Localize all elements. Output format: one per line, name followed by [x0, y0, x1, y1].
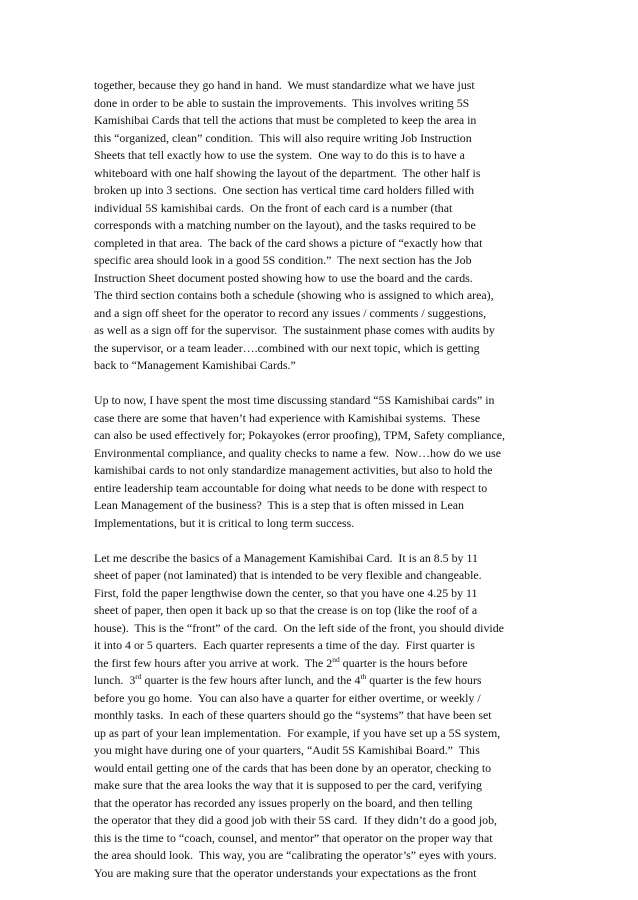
text-line: You are making sure that the operator understands your expectations as the front: [94, 865, 477, 880]
text-line: together, because they go hand in hand. We must standardize what we have just: [94, 78, 475, 92]
text-line: Kamishibai Cards that tell the actions that must be completed to keep the area in: [94, 113, 477, 127]
text-line: case there are some that haven’t had experience with Kamishibai systems. These: [94, 410, 481, 425]
text-line: Sheets that tell exactly how to use the system. One way to do this is to have a: [94, 148, 465, 162]
text-line: this “organized, clean” condition. This will also require writing Job Instruction: [94, 130, 472, 145]
text-line: sheet of paper (not laminated) that is intended to be very flexible and changeable.: [94, 568, 482, 582]
text-line: corresponds with a matching number on the layout), and the tasks required to be: [94, 218, 476, 232]
text-line: Let me describe the basics of a Management Kamishibai Card. It is an 8.5 by 11: [94, 550, 478, 565]
paragraph-3: [94, 550, 554, 883]
text-line: make sure that the area looks the way that it is supposed to per the card, verifying: [94, 778, 482, 792]
text-line: and a sign off sheet for the operator to record any issues / comments / suggestions,: [94, 305, 487, 320]
text-line: before you go home. You can also have a quarter for either overtime, or weekly /: [94, 690, 481, 705]
text-line: lunch. 3rd quarter is the few hours after lunch, and the 4th quarter is the few hours: [94, 672, 482, 687]
text-line: that the operator has recorded any issues properly on the board, and then telling: [94, 795, 473, 810]
text-line: Instruction Sheet document posted showing how to use the board and the cards.: [94, 270, 473, 285]
text-line: it into 4 or 5 quarters. Each quarter represents a time of the day. First quarter is: [94, 638, 475, 652]
text-line: you might have during one of your quarters, “Audit 5S Kamishibai Board.” This: [94, 743, 480, 757]
text-line: the supervisor, or a team leader….combined with our next topic, which is getting: [94, 340, 480, 355]
text-line: individual 5S kamishibai cards. On the front of each card is a number (that: [94, 200, 453, 215]
text-line: the operator that they did a good job with their 5S card. If they didn’t do a good job,: [94, 813, 497, 827]
text-line: this is the time to “coach, counsel, and mentor” that operator on the proper way that: [94, 830, 493, 845]
text-line: completed in that area. The back of the card shows a picture of “exactly how that: [94, 235, 483, 250]
text-line: First, fold the paper lengthwise down the center, so that you have one 4.25 by 11: [94, 585, 478, 600]
text-line: entire leadership team accountable for doing what needs to be done with respect to: [94, 480, 488, 495]
text-line: as well as a sign off for the supervisor. The sustainment phase comes with audits by: [94, 323, 495, 337]
text-line: kamishibai cards to not only standardize management activities, but also to hold the: [94, 463, 493, 477]
text-line: specific area should look in a good 5S condition.” The next section has the Job: [94, 253, 472, 267]
text-line: monthly tasks. In each of these quarters should go the “systems” that have been set: [94, 708, 492, 722]
ordinal-suffix: rd: [135, 672, 142, 682]
ordinal-suffix: nd: [332, 654, 340, 664]
ordinal-suffix: th: [360, 672, 367, 682]
text-line: the first few hours after you arrive at work. The 2nd quarter is the hours before: [94, 654, 468, 670]
text-line: Environmental compliance, and quality checks to name a few. Now…how do we use: [94, 445, 502, 460]
text-line: the area should look. This way, you are “calibrating the operator’s” eyes with yours.: [94, 848, 497, 862]
text-line: would entail getting one of the cards that has been done by an operator, checking to: [94, 760, 492, 775]
paragraph-2: [94, 392, 554, 532]
text-line: Implementations, but it is critical to long term success.: [94, 515, 355, 530]
body-text: [94, 77, 554, 900]
text-line: done in order to be able to sustain the improvements. This involves writing 5S: [94, 95, 470, 110]
text-line: Lean Management of the business? This is a step that is often missed in Lean: [94, 498, 464, 512]
text-line: Up to now, I have spent the most time discussing standard “5S Kamishibai cards” in: [94, 393, 495, 407]
text-line: can also be used effectively for; Pokayokes (error proofing), TPM, Safety compliance,: [94, 428, 505, 442]
paragraph-1: [94, 77, 554, 375]
text-line: up as part of your lean implementation. For example, if you have set up a 5S system,: [94, 725, 501, 740]
text-line: sheet of paper, then open it back up so that the crease is on top (like the roof of a: [94, 603, 478, 617]
text-line: house). This is the “front” of the card. On the left side of the front, you should divide: [94, 620, 504, 635]
text-line: whiteboard with one half showing the layout of the department. The other half is: [94, 165, 481, 180]
text-line: broken up into 3 sections. One section has vertical time card holders filled with: [94, 183, 475, 197]
text-line: The third section contains both a schedule (showing who is assigned to which area),: [94, 288, 494, 302]
text-line: back to “Management Kamishibai Cards.”: [94, 358, 296, 372]
